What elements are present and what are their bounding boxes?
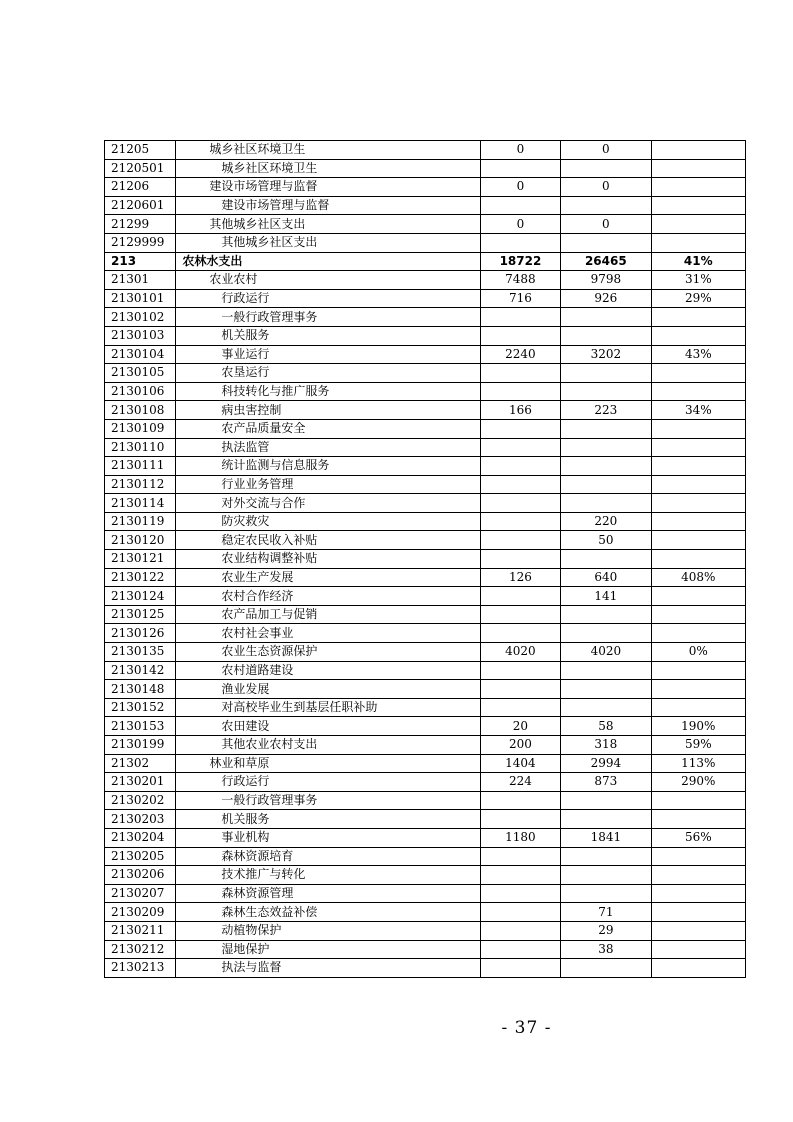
row-code-cell: 2130106 bbox=[105, 382, 176, 401]
row-value1-cell: 1180 bbox=[480, 828, 560, 847]
page-number: - 37 - bbox=[501, 1018, 552, 1038]
row-value2-cell bbox=[561, 233, 651, 252]
row-value2-cell: 71 bbox=[561, 903, 651, 922]
row-name-cell: 对高校毕业生到基层任职补助 bbox=[176, 698, 480, 717]
row-percent-cell bbox=[651, 605, 745, 624]
row-name-cell: 统计监测与信息服务 bbox=[176, 457, 480, 476]
row-value1-cell: 200 bbox=[480, 736, 560, 755]
row-name-cell: 农村合作经济 bbox=[176, 587, 480, 606]
table-row bbox=[105, 178, 746, 197]
row-percent-cell: 408% bbox=[651, 568, 745, 587]
row-percent-cell: 59% bbox=[651, 736, 745, 755]
row-value2-cell bbox=[561, 457, 651, 476]
row-code-cell: 2130103 bbox=[105, 326, 176, 345]
row-value1-cell: 7488 bbox=[480, 271, 560, 290]
row-value2-cell bbox=[561, 159, 651, 178]
row-name-cell: 农村社会事业 bbox=[176, 624, 480, 643]
row-value2-cell bbox=[561, 698, 651, 717]
table-row bbox=[105, 754, 746, 773]
row-percent-cell bbox=[651, 233, 745, 252]
table-row bbox=[105, 884, 746, 903]
row-value1-cell: 0 bbox=[480, 178, 560, 197]
table-row bbox=[105, 401, 746, 420]
row-value1-cell: 126 bbox=[480, 568, 560, 587]
table-row bbox=[105, 568, 746, 587]
row-name-cell: 执法监管 bbox=[176, 438, 480, 457]
row-code-cell: 2130122 bbox=[105, 568, 176, 587]
row-value2-cell bbox=[561, 661, 651, 680]
row-value2-cell: 4020 bbox=[561, 643, 651, 662]
table-row bbox=[105, 866, 746, 885]
row-percent-cell bbox=[651, 382, 745, 401]
row-name-cell: 建设市场管理与监督 bbox=[176, 196, 480, 215]
table-row bbox=[105, 531, 746, 550]
table-row bbox=[105, 643, 746, 662]
row-code-cell: 2130119 bbox=[105, 512, 176, 531]
row-percent-cell bbox=[651, 531, 745, 550]
row-value1-cell: 4020 bbox=[480, 643, 560, 662]
row-name-cell: 动植物保护 bbox=[176, 921, 480, 940]
row-value1-cell bbox=[480, 512, 560, 531]
table-row bbox=[105, 475, 746, 494]
row-value1-cell bbox=[480, 903, 560, 922]
row-percent-cell: 113% bbox=[651, 754, 745, 773]
row-percent-cell: 34% bbox=[651, 401, 745, 420]
row-value1-cell bbox=[480, 605, 560, 624]
row-name-cell: 行业业务管理 bbox=[176, 475, 480, 494]
table-row bbox=[105, 159, 746, 178]
row-name-cell: 农业农村 bbox=[176, 271, 480, 290]
table-row bbox=[105, 959, 746, 978]
row-percent-cell: 29% bbox=[651, 289, 745, 308]
row-value1-cell: 1404 bbox=[480, 754, 560, 773]
row-name-cell: 农业生态资源保护 bbox=[176, 643, 480, 662]
row-value1-cell: 20 bbox=[480, 717, 560, 736]
row-value1-cell: 0 bbox=[480, 141, 560, 160]
row-value1-cell bbox=[480, 382, 560, 401]
row-value1-cell bbox=[480, 847, 560, 866]
row-value2-cell: 29 bbox=[561, 921, 651, 940]
row-value2-cell bbox=[561, 326, 651, 345]
row-value1-cell bbox=[480, 680, 560, 699]
table-row bbox=[105, 382, 746, 401]
table-row bbox=[105, 141, 746, 160]
row-code-cell: 2130199 bbox=[105, 736, 176, 755]
row-name-cell: 渔业发展 bbox=[176, 680, 480, 699]
table-row bbox=[105, 680, 746, 699]
row-percent-cell bbox=[651, 680, 745, 699]
row-value1-cell bbox=[480, 308, 560, 327]
row-name-cell: 农业生产发展 bbox=[176, 568, 480, 587]
row-code-cell: 2130212 bbox=[105, 940, 176, 959]
table-row bbox=[105, 810, 746, 829]
row-code-cell: 21206 bbox=[105, 178, 176, 197]
row-value2-cell: 0 bbox=[561, 215, 651, 234]
row-percent-cell: 31% bbox=[651, 271, 745, 290]
table-row bbox=[105, 345, 746, 364]
row-value2-cell: 50 bbox=[561, 531, 651, 550]
row-value2-cell: 0 bbox=[561, 141, 651, 160]
row-percent-cell bbox=[651, 791, 745, 810]
table-row bbox=[105, 438, 746, 457]
row-value1-cell bbox=[480, 661, 560, 680]
row-name-cell: 林业和草原 bbox=[176, 754, 480, 773]
row-code-cell: 2130102 bbox=[105, 308, 176, 327]
row-value2-cell bbox=[561, 866, 651, 885]
table-row bbox=[105, 289, 746, 308]
row-value2-cell: 0 bbox=[561, 178, 651, 197]
row-code-cell: 2130112 bbox=[105, 475, 176, 494]
row-value2-cell: 640 bbox=[561, 568, 651, 587]
row-name-cell: 执法与监督 bbox=[176, 959, 480, 978]
row-name-cell: 农产品加工与促销 bbox=[176, 605, 480, 624]
row-value2-cell bbox=[561, 847, 651, 866]
table-row bbox=[105, 419, 746, 438]
row-value2-cell bbox=[561, 959, 651, 978]
row-percent-cell bbox=[651, 587, 745, 606]
row-percent-cell bbox=[651, 141, 745, 160]
row-code-cell: 2130108 bbox=[105, 401, 176, 420]
row-code-cell: 2130111 bbox=[105, 457, 176, 476]
row-code-cell: 2130142 bbox=[105, 661, 176, 680]
row-value1-cell bbox=[480, 438, 560, 457]
row-value2-cell: 38 bbox=[561, 940, 651, 959]
row-value1-cell bbox=[480, 531, 560, 550]
row-name-cell: 湿地保护 bbox=[176, 940, 480, 959]
row-value1-cell bbox=[480, 494, 560, 513]
row-value1-cell bbox=[480, 698, 560, 717]
table-row bbox=[105, 791, 746, 810]
table-row bbox=[105, 308, 746, 327]
row-name-cell: 一般行政管理事务 bbox=[176, 308, 480, 327]
row-code-cell: 2130104 bbox=[105, 345, 176, 364]
row-percent-cell bbox=[651, 512, 745, 531]
row-value1-cell bbox=[480, 233, 560, 252]
row-name-cell: 稳定农民收入补贴 bbox=[176, 531, 480, 550]
row-value1-cell bbox=[480, 959, 560, 978]
row-percent-cell bbox=[651, 364, 745, 383]
row-value2-cell bbox=[561, 382, 651, 401]
row-name-cell: 农垦运行 bbox=[176, 364, 480, 383]
row-name-cell: 农村道路建设 bbox=[176, 661, 480, 680]
table-row bbox=[105, 624, 746, 643]
row-value2-cell bbox=[561, 884, 651, 903]
row-code-cell: 213 bbox=[105, 252, 176, 271]
table-row bbox=[105, 364, 746, 383]
row-percent-cell bbox=[651, 178, 745, 197]
table-row bbox=[105, 550, 746, 569]
table-row bbox=[105, 828, 746, 847]
row-code-cell: 2130109 bbox=[105, 419, 176, 438]
row-percent-cell bbox=[651, 847, 745, 866]
row-value2-cell: 318 bbox=[561, 736, 651, 755]
row-name-cell: 技术推广与转化 bbox=[176, 866, 480, 885]
row-code-cell: 2130126 bbox=[105, 624, 176, 643]
row-value2-cell bbox=[561, 810, 651, 829]
row-code-cell: 2130125 bbox=[105, 605, 176, 624]
table-row bbox=[105, 326, 746, 345]
row-name-cell: 城乡社区环境卫生 bbox=[176, 159, 480, 178]
row-value2-cell bbox=[561, 550, 651, 569]
row-percent-cell bbox=[651, 457, 745, 476]
row-value1-cell: 18722 bbox=[480, 252, 560, 271]
row-percent-cell bbox=[651, 921, 745, 940]
row-value2-cell: 223 bbox=[561, 401, 651, 420]
row-value2-cell: 141 bbox=[561, 587, 651, 606]
row-value2-cell: 58 bbox=[561, 717, 651, 736]
row-code-cell: 2130114 bbox=[105, 494, 176, 513]
row-code-cell: 2120601 bbox=[105, 196, 176, 215]
table-row bbox=[105, 940, 746, 959]
row-name-cell: 森林生态效益补偿 bbox=[176, 903, 480, 922]
row-code-cell: 21301 bbox=[105, 271, 176, 290]
row-value1-cell: 224 bbox=[480, 773, 560, 792]
row-name-cell: 农业结构调整补贴 bbox=[176, 550, 480, 569]
row-code-cell: 2129999 bbox=[105, 233, 176, 252]
row-value1-cell bbox=[480, 364, 560, 383]
row-value1-cell bbox=[480, 810, 560, 829]
row-percent-cell bbox=[651, 326, 745, 345]
row-code-cell: 2130124 bbox=[105, 587, 176, 606]
row-value2-cell: 3202 bbox=[561, 345, 651, 364]
row-value1-cell bbox=[480, 791, 560, 810]
table-row bbox=[105, 921, 746, 940]
row-percent-cell bbox=[651, 215, 745, 234]
row-percent-cell: 56% bbox=[651, 828, 745, 847]
row-percent-cell bbox=[651, 159, 745, 178]
table-row bbox=[105, 736, 746, 755]
row-value1-cell: 166 bbox=[480, 401, 560, 420]
row-percent-cell bbox=[651, 661, 745, 680]
table-row bbox=[105, 494, 746, 513]
row-value2-cell: 26465 bbox=[561, 252, 651, 271]
table-row bbox=[105, 457, 746, 476]
row-code-cell: 2130120 bbox=[105, 531, 176, 550]
table-row bbox=[105, 252, 746, 271]
row-value1-cell bbox=[480, 326, 560, 345]
row-value2-cell: 9798 bbox=[561, 271, 651, 290]
row-value1-cell: 716 bbox=[480, 289, 560, 308]
row-name-cell: 机关服务 bbox=[176, 326, 480, 345]
row-name-cell: 农林水支出 bbox=[176, 252, 480, 271]
row-percent-cell bbox=[651, 698, 745, 717]
row-code-cell: 2130105 bbox=[105, 364, 176, 383]
table-row bbox=[105, 698, 746, 717]
row-name-cell: 对外交流与合作 bbox=[176, 494, 480, 513]
row-code-cell: 2130205 bbox=[105, 847, 176, 866]
row-value1-cell bbox=[480, 866, 560, 885]
table-row bbox=[105, 233, 746, 252]
row-code-cell: 2130121 bbox=[105, 550, 176, 569]
row-value1-cell bbox=[480, 196, 560, 215]
row-code-cell: 2120501 bbox=[105, 159, 176, 178]
row-name-cell: 事业机构 bbox=[176, 828, 480, 847]
row-name-cell: 其他城乡社区支出 bbox=[176, 215, 480, 234]
row-percent-cell: 290% bbox=[651, 773, 745, 792]
row-percent-cell: 43% bbox=[651, 345, 745, 364]
row-percent-cell bbox=[651, 959, 745, 978]
table-row bbox=[105, 605, 746, 624]
row-value1-cell: 0 bbox=[480, 215, 560, 234]
table-row bbox=[105, 773, 746, 792]
row-name-cell: 建设市场管理与监督 bbox=[176, 178, 480, 197]
row-value2-cell bbox=[561, 475, 651, 494]
row-value1-cell bbox=[480, 159, 560, 178]
row-code-cell: 21205 bbox=[105, 141, 176, 160]
row-name-cell: 机关服务 bbox=[176, 810, 480, 829]
row-percent-cell bbox=[651, 903, 745, 922]
row-code-cell: 2130202 bbox=[105, 791, 176, 810]
table-row bbox=[105, 717, 746, 736]
row-code-cell: 21302 bbox=[105, 754, 176, 773]
row-percent-cell: 41% bbox=[651, 252, 745, 271]
row-value2-cell bbox=[561, 438, 651, 457]
row-name-cell: 防灾救灾 bbox=[176, 512, 480, 531]
row-name-cell: 一般行政管理事务 bbox=[176, 791, 480, 810]
row-code-cell: 2130148 bbox=[105, 680, 176, 699]
row-value1-cell bbox=[480, 457, 560, 476]
row-code-cell: 2130213 bbox=[105, 959, 176, 978]
row-percent-cell bbox=[651, 884, 745, 903]
row-percent-cell bbox=[651, 308, 745, 327]
row-name-cell: 行政运行 bbox=[176, 289, 480, 308]
row-value2-cell bbox=[561, 791, 651, 810]
table-row bbox=[105, 661, 746, 680]
table-body bbox=[105, 141, 746, 978]
table-row bbox=[105, 847, 746, 866]
row-value2-cell bbox=[561, 419, 651, 438]
row-percent-cell bbox=[651, 196, 745, 215]
row-value2-cell: 926 bbox=[561, 289, 651, 308]
row-value1-cell bbox=[480, 475, 560, 494]
row-value1-cell bbox=[480, 940, 560, 959]
row-percent-cell bbox=[651, 550, 745, 569]
row-name-cell: 农田建设 bbox=[176, 717, 480, 736]
row-value1-cell bbox=[480, 624, 560, 643]
row-code-cell: 2130101 bbox=[105, 289, 176, 308]
row-name-cell: 事业运行 bbox=[176, 345, 480, 364]
row-code-cell: 2130135 bbox=[105, 643, 176, 662]
table-row bbox=[105, 271, 746, 290]
row-percent-cell: 190% bbox=[651, 717, 745, 736]
row-code-cell: 2130207 bbox=[105, 884, 176, 903]
row-code-cell: 2130110 bbox=[105, 438, 176, 457]
row-percent-cell: 0% bbox=[651, 643, 745, 662]
row-code-cell: 2130203 bbox=[105, 810, 176, 829]
table-row bbox=[105, 587, 746, 606]
row-value2-cell bbox=[561, 196, 651, 215]
row-name-cell: 城乡社区环境卫生 bbox=[176, 141, 480, 160]
row-value2-cell: 1841 bbox=[561, 828, 651, 847]
row-code-cell: 21299 bbox=[105, 215, 176, 234]
row-code-cell: 2130209 bbox=[105, 903, 176, 922]
row-value2-cell: 220 bbox=[561, 512, 651, 531]
row-value1-cell bbox=[480, 884, 560, 903]
row-value2-cell bbox=[561, 494, 651, 513]
row-value1-cell bbox=[480, 419, 560, 438]
row-value2-cell bbox=[561, 364, 651, 383]
row-code-cell: 2130204 bbox=[105, 828, 176, 847]
row-code-cell: 2130211 bbox=[105, 921, 176, 940]
budget-table bbox=[104, 140, 746, 978]
row-percent-cell bbox=[651, 494, 745, 513]
row-name-cell: 行政运行 bbox=[176, 773, 480, 792]
row-name-cell: 病虫害控制 bbox=[176, 401, 480, 420]
row-name-cell: 其他农业农村支出 bbox=[176, 736, 480, 755]
row-value2-cell: 873 bbox=[561, 773, 651, 792]
table-row bbox=[105, 196, 746, 215]
table-row bbox=[105, 903, 746, 922]
row-code-cell: 2130201 bbox=[105, 773, 176, 792]
row-percent-cell bbox=[651, 866, 745, 885]
row-value2-cell bbox=[561, 680, 651, 699]
row-percent-cell bbox=[651, 438, 745, 457]
table-row bbox=[105, 215, 746, 234]
row-value1-cell: 2240 bbox=[480, 345, 560, 364]
row-name-cell: 其他城乡社区支出 bbox=[176, 233, 480, 252]
row-value1-cell bbox=[480, 587, 560, 606]
row-value2-cell: 2994 bbox=[561, 754, 651, 773]
row-percent-cell bbox=[651, 624, 745, 643]
row-name-cell: 森林资源培育 bbox=[176, 847, 480, 866]
row-code-cell: 2130152 bbox=[105, 698, 176, 717]
row-percent-cell bbox=[651, 419, 745, 438]
row-value1-cell bbox=[480, 921, 560, 940]
row-name-cell: 农产品质量安全 bbox=[176, 419, 480, 438]
table-row bbox=[105, 512, 746, 531]
row-code-cell: 2130206 bbox=[105, 866, 176, 885]
row-name-cell: 科技转化与推广服务 bbox=[176, 382, 480, 401]
row-value2-cell bbox=[561, 605, 651, 624]
row-value1-cell bbox=[480, 550, 560, 569]
row-percent-cell bbox=[651, 810, 745, 829]
row-name-cell: 森林资源管理 bbox=[176, 884, 480, 903]
row-percent-cell bbox=[651, 475, 745, 494]
row-value2-cell bbox=[561, 624, 651, 643]
row-code-cell: 2130153 bbox=[105, 717, 176, 736]
row-value2-cell bbox=[561, 308, 651, 327]
row-percent-cell bbox=[651, 940, 745, 959]
